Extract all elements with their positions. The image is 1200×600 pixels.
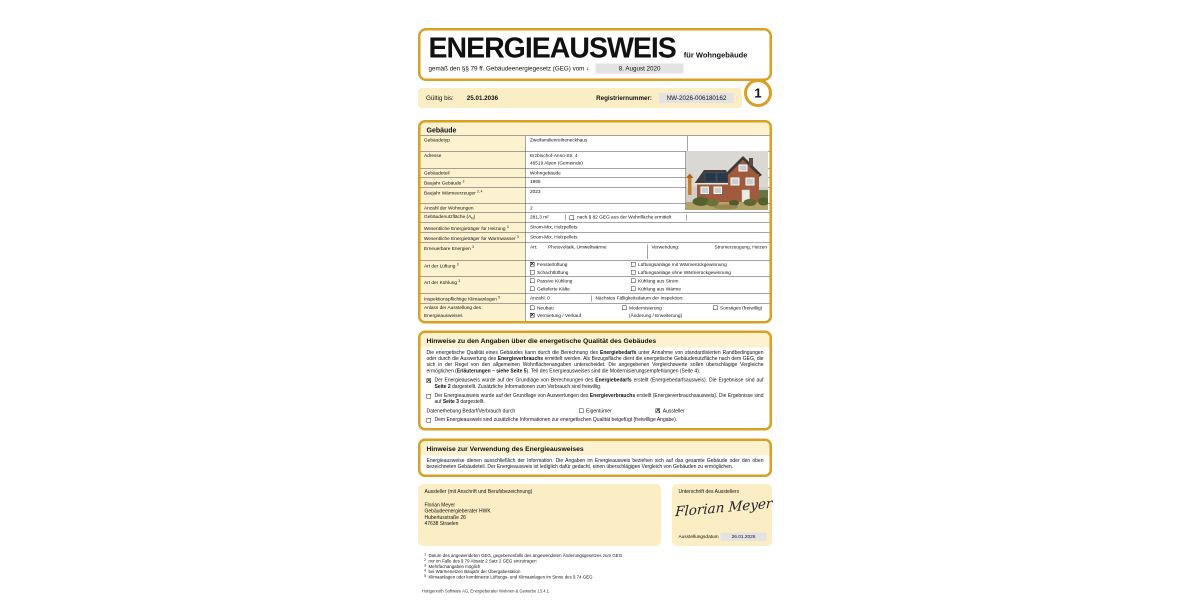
art-label: Art: (530, 244, 538, 250)
gebaeudeteil-label: Gebäudeteil (424, 170, 450, 176)
erneuerbare-label: Erneuerbare Energien (424, 246, 471, 252)
option-gelieferte-kaelte: Gelieferte Kälte (530, 286, 631, 292)
option-bedarfsausweis: ✕ Der Energieausweis wurde auf der Grundlage von Berechnungen des Energiebedarfs erstellt (Energiebedarfsausweis). Die Ergebnisse sind auf Seite 2 dargestellt. Zusätzliche Informationen zum Verbrauch sind freiwillig. (427, 378, 764, 390)
nutzflaeche-option: nach § 82 GEG aus der Wohnfläche ermittelt (565, 215, 687, 221)
issuer-box (418, 484, 661, 546)
warmwasser-label: Wesentliche Energieträger für Warmwasser (424, 235, 516, 242)
row-baujahr-gebaeude: Baujahr Gebäude $^2$ 1995 (421, 177, 770, 187)
registration-label: Registriernummer: (596, 94, 652, 102)
datenerhebung-label: Datenerhebung Bedarf/Verbrauch durch (426, 408, 516, 414)
row-klimaanlagen: Inspektionspflichtige Klimaanlagen $^5$ Anzahl: 0 Nächstes Fälligkeitsdatum der Inspektion: (421, 293, 770, 303)
option-aussteller: ✕ Aussteller (656, 408, 685, 414)
usage-notes-section (418, 438, 772, 477)
row-nutzflaeche: Gebäudenutzfläche $(A_N)$ 281,3 m² nach § 82 GEG aus der Wohnfläche ermittelt (421, 212, 770, 222)
row-baujahr-waermeerzeuger: Baujahr Wärmeerzeuger $^{2, 4}$ 2023 (421, 187, 770, 204)
modernisierung-subtext: (Änderung / Erweiterung) (629, 313, 683, 319)
house-photo (686, 151, 769, 210)
adresse-line2: 46519 Alpen (Gemeinde) (530, 160, 583, 166)
verwendung-value: Stromerzeugung, Heizen (714, 244, 768, 250)
art-value: Photovoltaik, Umweltwärme (548, 244, 607, 250)
validity-band (418, 88, 742, 108)
checkbox-bedarfsausweis-icon (427, 379, 432, 384)
option-sonstiges: Sonstiges (freiwillig) (713, 305, 762, 311)
adresse-line1: Erzbischof-Anno-Str. 4 (530, 152, 578, 159)
checkbox-aussteller-icon (656, 408, 661, 413)
waermeerzeuger-value: 2023 (530, 188, 541, 195)
kuehlung-label: Art der Kühlung (424, 280, 458, 286)
footnotes (418, 553, 772, 579)
quality-notes-section (418, 330, 772, 430)
option-verbrauchsausweis: Der Energieausweis wurde auf der Grundlage von Auswertungen des Energieverbrauchs erstellt (Energieverbrauchsausweis). Die Ergebnisse sind auf Seite 3 dargestellt. (427, 393, 764, 405)
building-section (418, 120, 772, 323)
checkbox-neubau-icon (530, 305, 535, 310)
gebaeudetyp-value: Zweifamilienreiheneckhaus (530, 137, 588, 143)
option-kuehlung-aus-waerme: Kühlung aus Wärme (631, 286, 681, 292)
quality-notes-intro: Die energetische Qualität eines Gebäudes kann durch die Berechnung des Energiebedarfs unter Annahme von standardisierten Randbedingungen oder durch die Auswertung des Energieverbrauchs ermittelt werden. Als Bezugsfläche dient die energetische Gebäudenutzfläche nach dem GEG, die sich in der Regel von den allgemeinen Wohnflächenangaben unterscheidet. Die angegebenen Vergleichswerte sollen überschlägige Vergleiche ermöglichen (Erläuterungen – siehe Seite 5). Teil des Energieausweises sind die Modernisierungsempfehlungen (Seite 4). (426, 349, 764, 374)
baujahr-value: 1995 (530, 178, 541, 185)
footnote-2: 2 nur im Falle des § 79 Absatz 2 Satz 2 GEG einzutragen (424, 558, 537, 564)
heizung-value: Strom-Mix, Holzpellets (530, 224, 578, 230)
option-lueftungsanlage-mit-wrg: Lüftungsanlage mit Wärmerückgewinnung (631, 262, 727, 268)
signature-handwriting: Florian Meyer (674, 495, 773, 521)
issuer-row (418, 484, 772, 546)
issuer-name: Florian Meyer (424, 502, 456, 508)
footnote-3: 3 Mehrfachangaben möglich (424, 563, 481, 569)
usage-notes-text: Energieausweise dienen ausschließlich der Information. Die Angaben im Energieausweis beziehen sich auf das gesamte Gebäude oder den oben bezeichneten Gebäudeteil. Der Energieausweis ist lediglich dafür gedacht, einen überschlägigen Vergleich von Gebäuden zu ermöglichen. (426, 457, 764, 470)
valid-until-label: Gültig bis: (426, 94, 454, 102)
certificate-header (418, 28, 772, 81)
quality-notes-heading: Hinweise zu den Angaben über die energetische Qualität des Gebäudes (421, 333, 770, 348)
footnote-1: 1 Datum des angewendeten GEG, gegebenenfalls des angewendeten Änderungsgesetzes zum GEG (424, 553, 623, 559)
row-warmwasser: Wesentliche Energieträger für Warmwasser $^3$ Strom-Mix, Holzpellets (421, 233, 770, 243)
checkbox-lueftungsanlage-mit-wrg-icon (631, 262, 636, 267)
building-heading: Gebäude (421, 123, 770, 136)
checkbox-passive-kuehlung-icon (530, 279, 535, 284)
option-schachtlueftung: Schachtlüftung (530, 270, 631, 276)
footnote-5: 5 Klimaanlagen oder kombinierte Lüftungs- und Klimaanlagen im Sinne des § 74 GEG (424, 574, 593, 580)
signature-heading: Unterschrift des Ausstellers (678, 489, 740, 495)
issue-date-label: Ausstellungsdatum (678, 534, 719, 540)
option-kuehlung-aus-strom: Kühlung aus Strom (631, 279, 678, 285)
option-vermietung-verkauf: ✕ Vermietung / Verkauf (530, 313, 622, 319)
klima-label: Inspektionspflichtige Klimaanlagen (424, 296, 497, 303)
energy-certificate-page (418, 25, 772, 594)
datenerhebung-row (427, 408, 764, 414)
issuer-heading: Aussteller (mit Anschrift und Berufsbezeichnung) (424, 489, 533, 495)
adresse-label: Adresse (424, 152, 442, 159)
warmwasser-value: Strom-Mix, Holzpellets (530, 234, 578, 240)
checkbox-schachtlueftung-icon (530, 270, 535, 275)
gebaeudeteil-value: Wohngebäude (530, 170, 561, 176)
row-heizung: Wesentliche Energieträger für Heizung $^3$ Strom-Mix, Holzpellets (421, 223, 770, 233)
registration-number: NW-2026-006180162 (659, 93, 734, 103)
page-number-badge: 1 (744, 79, 772, 107)
usage-notes-heading: Hinweise zur Verwendung des Energieausweises (421, 441, 770, 456)
row-erneuerbare: Erneuerbare Energien $^3$ Art: Photovoltaik, Umweltwärme Verwendung: Stromerzeugung, Heizen (421, 243, 770, 261)
law-reference: gemäß den §§ 79 ff. Gebäudeenergiegesetz (GEG) vom 1 8. August 2020 (429, 64, 762, 74)
option-fensterlueftung: ✕ Fensterlüftung (530, 262, 631, 268)
checkbox-gelieferte-kaelte-icon (530, 286, 535, 291)
gebaeudetyp-label: Gebäudetyp (424, 137, 450, 143)
page-title: ENERGIEAUSWEIS (428, 32, 676, 64)
checkbox-wohnflaeche-icon (570, 215, 575, 220)
option-zusatzinformationen: Dem Energieausweis sind zusätzliche Informationen zur energetischen Qualität beigefügt (freiwillige Angabe). (427, 417, 764, 423)
law-date-box: 8. August 2020 (596, 64, 684, 74)
valid-until-date: 25.01.2036 (466, 94, 499, 102)
nutzflaeche-value: 281,3 m² (530, 214, 549, 221)
option-passive-kuehlung: Passive Kühlung (530, 279, 631, 285)
lueftung-label: Art der Lüftung (424, 263, 456, 270)
option-neubau: Neubau (530, 305, 622, 311)
issuer-profession: Gebäudeenergieberater HWK (424, 508, 491, 515)
checkbox-vermietung-verkauf-icon (530, 313, 535, 318)
klima-anzahl: Anzahl: 0 (530, 295, 550, 302)
wohnungen-label: Anzahl der Wohnungen (424, 205, 474, 211)
row-anlass: Anlass der Ausstellung des Energieausweises Neubau Modernisierung Sonstiges (freiwillig) ✕ Vermietung / Verkauf (Änderung / Erweiterung) (421, 303, 770, 321)
software-footer: Hottgenroth Software AG, Energieberater Wohnen & Gewerbe 13.4.1 (422, 588, 549, 594)
checkbox-eigentuemer-icon (579, 408, 584, 413)
checkbox-verbrauchsausweis-icon (427, 394, 432, 399)
verwendung-label: Verwendung: (651, 244, 680, 250)
waermeerzeuger-label: Baujahr Wärmeerzeuger (424, 190, 476, 196)
row-lueftung: Art der Lüftung $^3$ ✕ Fensterlüftung Lüftungsanlage mit Wärmerückgewinnung Schachtlüftung Lüftungsanlage ohne Wärmerückgewinnung (421, 260, 770, 277)
checkbox-kuehlung-aus-strom-icon (631, 279, 636, 284)
page-subtitle: für Wohngebäude (683, 51, 748, 60)
heizung-label: Wesentliche Energieträger für Heizung (424, 225, 506, 232)
option-eigentuemer: Eigentümer (579, 408, 612, 414)
signature-box (672, 484, 772, 546)
footnote-ref-1: 1 (586, 66, 589, 71)
option-lueftungsanlage-ohne-wrg: Lüftungsanlage ohne Wärmerückgewinnung (631, 270, 731, 276)
klima-next-inspection: Nächstes Fälligkeitsdatum der Inspektion: (591, 296, 767, 302)
checkbox-zusatzinformationen-icon (427, 418, 432, 423)
checkbox-fensterlueftung-icon (530, 262, 535, 267)
row-gebaeudetyp (421, 136, 770, 152)
checkbox-lueftungsanlage-ohne-wrg-icon (631, 270, 636, 275)
option-modernisierung: Modernisierung (622, 305, 713, 311)
wohnungen-value: 2 (530, 205, 533, 211)
baujahr-label: Baujahr Gebäude (424, 180, 462, 186)
table-divider (687, 136, 688, 152)
checkbox-kuehlung-aus-waerme-icon (631, 286, 636, 291)
checkbox-modernisierung-icon (622, 305, 627, 310)
issuer-street: Hubertusstraße 26 (424, 514, 466, 521)
checkbox-sonstiges-icon (713, 305, 718, 310)
issuer-city: 47638 Straelen (424, 521, 459, 527)
issue-date-value: 26.01.2026 (721, 533, 767, 542)
footnote-4: 4 bei Wärmenetzen Baujahr der Übergabestation (424, 569, 521, 575)
row-kuehlung: Art der Kühlung $^3$ Passive Kühlung Kühlung aus Strom Gelieferte Kälte Kühlung aus Wärme (421, 277, 770, 294)
